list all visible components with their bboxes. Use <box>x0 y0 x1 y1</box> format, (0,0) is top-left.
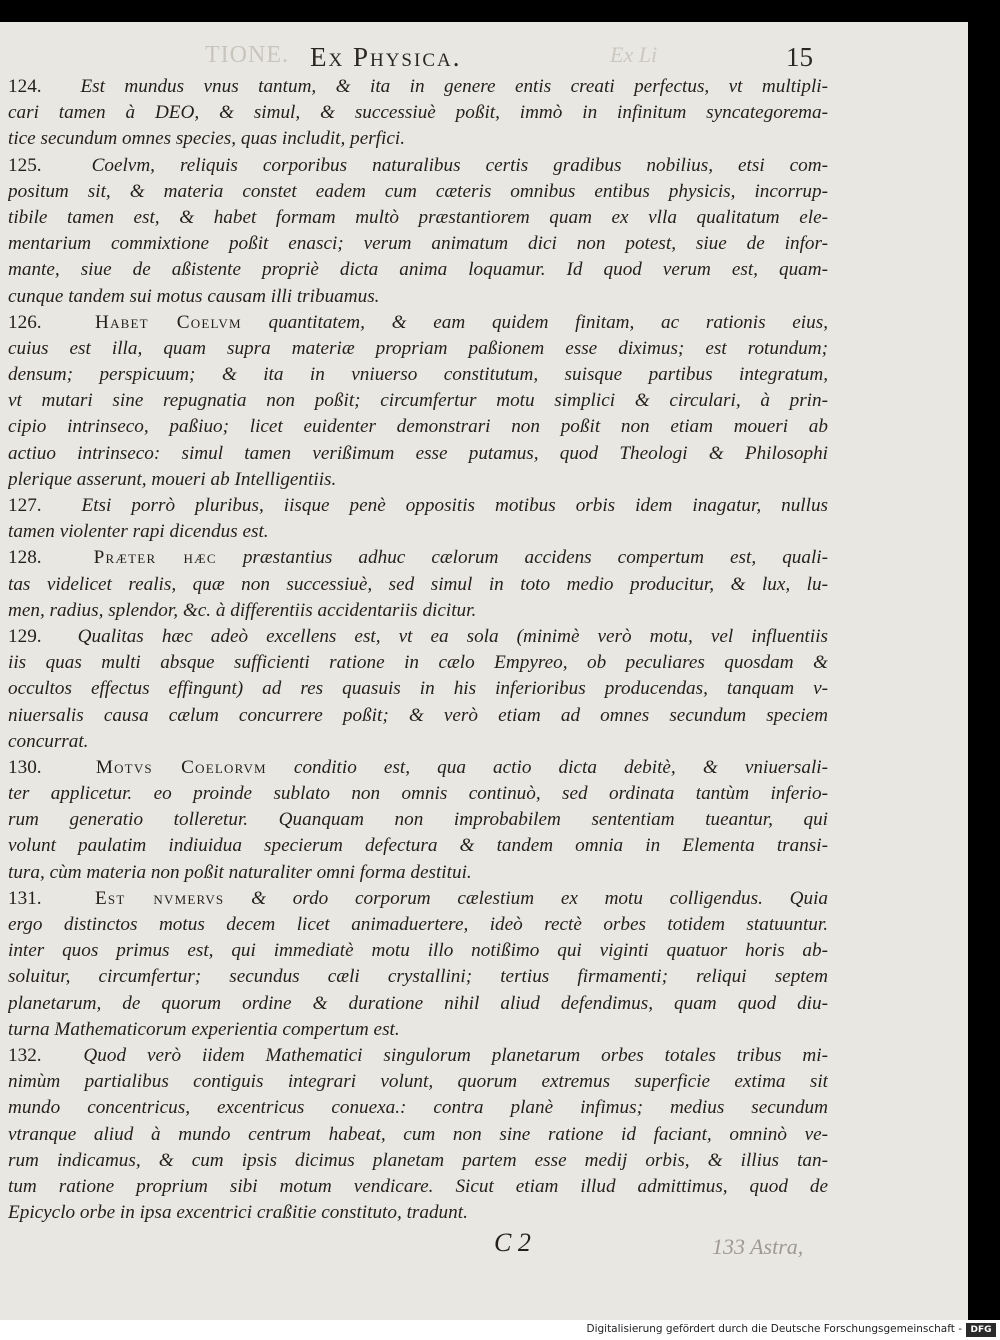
line-text: Epicyclo orbe in ipsa excentrici craßitie constituto, tradunt. <box>8 1202 468 1224</box>
text-line <box>8 388 828 414</box>
line-text: turna Mathematicorum experientia compertum est. <box>8 1018 400 1040</box>
text-line <box>8 991 828 1017</box>
line-text: inter quos primus est, qui immediatè motu illo notißimo qui viginti quatuor horis ab- <box>8 940 828 962</box>
line-text: reliquis corporibus naturalibus certis gradibus nobilius, etsi com- <box>179 154 828 176</box>
line-text: soluitur, circumfertur; secundus cæli crystallini; tertius firmamenti; reliqui septem <box>8 966 828 988</box>
running-title: Ex Physica. <box>310 42 462 72</box>
text-line <box>8 414 828 440</box>
line-text: conditio est, qua actio dicta debitè, & vniuersali- <box>293 756 828 778</box>
text-line <box>8 1174 828 1200</box>
paragraph-lead: Motvs Coelorvm <box>95 756 267 778</box>
paragraph-number: 130. <box>8 756 42 778</box>
text-line <box>8 441 828 467</box>
text-line <box>8 755 828 781</box>
line-text: cunque tandem sui motus causam illi tribuamus. <box>8 285 380 307</box>
text-line <box>8 860 828 886</box>
bleed-through-header-right: Ex Li <box>610 42 658 67</box>
text-line <box>8 205 828 231</box>
paragraph <box>8 886 828 1043</box>
line-text: verò iidem Mathematici singulorum planetarum orbes totales tribus mi- <box>146 1044 828 1066</box>
paragraph-lead: Est <box>80 76 105 97</box>
page-number: 15 <box>786 42 813 72</box>
book-page <box>0 22 968 1320</box>
text-line <box>8 964 828 990</box>
line-text: vtranque aliud à mundo centrum habeat, cum non sine ratione id faciant, omninò ve- <box>8 1123 828 1145</box>
signature-mark: C 2 <box>494 1228 531 1257</box>
line-text: ter applicetur. eo proinde sublato non omnis continuò, sed ordinata tantùm inferio- <box>8 783 828 805</box>
text-line <box>8 284 828 310</box>
line-text: mentarium commixtione poßit enasci; verum animatum dici non potest, siue de infor- <box>8 233 828 255</box>
paragraph <box>8 493 828 545</box>
line-text: quantitatem, & eam quidem finitam, ac rationis eius, <box>268 311 828 333</box>
paragraph-number: 127. <box>8 495 42 516</box>
text-line <box>8 493 828 519</box>
line-text: mante, siue de aßistente propriè dicta anima loquamur. Id quod verum est, quam- <box>8 259 828 281</box>
paragraph-lead: Habet Coelvm <box>95 311 242 333</box>
line-text: mundo concentricus, excentricus conuexa.: contra planè infimus; medius secundum <box>8 1097 828 1119</box>
text-line <box>8 938 828 964</box>
text-line <box>8 676 828 702</box>
text-line <box>8 100 828 126</box>
paragraph <box>8 153 828 310</box>
paragraph-number: 129. <box>8 625 42 647</box>
text-line <box>8 1069 828 1095</box>
line-text: tibile tamen est, & habet formam multò præstantiorem quam ex vlla qualitatum ele- <box>8 206 828 228</box>
line-text: porrò pluribus, iisque penè oppositis motibus orbis idem inagatur, nullus <box>131 495 828 516</box>
paragraph <box>8 1043 828 1226</box>
running-header <box>0 32 968 72</box>
line-text: men, radius, splendor, &c. à differentiis accidentariis dicitur. <box>8 599 477 621</box>
paragraph-lead: Præter hæc <box>93 547 217 569</box>
line-text: cari tamen à DEO, & simul, & successiuè poßit, immò in infinitum syncategorema- <box>8 102 828 124</box>
text-line <box>8 467 828 493</box>
text-line <box>8 1095 828 1121</box>
bleed-through-header: TIONE. <box>205 42 289 68</box>
text-line <box>8 1017 828 1043</box>
line-text: præstantius adhuc cælorum accidens compertum est, quali- <box>242 547 828 569</box>
line-text: rum generatio tolleretur. Quanquam non improbabilem sententiam tueantur, qui <box>8 809 828 831</box>
text-line <box>8 624 828 650</box>
text-line <box>8 1122 828 1148</box>
line-text: niuersalis causa cælum concurrere poßit; & verò etiam ad omnes secundum speciem <box>8 704 828 726</box>
paragraph <box>8 545 828 624</box>
line-text: densum; perspicuum; & ita in vniuerso constitutum, suisque partibus integratum, <box>8 364 828 386</box>
paragraph-number: 128. <box>8 547 42 569</box>
text-line <box>8 126 828 152</box>
text-line <box>8 310 828 336</box>
line-text: tum ratione proprium sibi motum vendicare. Sicut etiam illud admittimus, quod de <box>8 1175 828 1197</box>
text-line <box>8 231 828 257</box>
text-line <box>8 912 828 938</box>
text-line <box>8 179 828 205</box>
text-line <box>8 1043 828 1069</box>
paragraph-number: 132. <box>8 1044 42 1066</box>
line-text: vt mutari sine repugnatia non poßit; circumfertur motu simplici & circulari, à prin- <box>8 390 828 412</box>
text-line <box>8 1148 828 1174</box>
line-text: plerique asserunt, moueri ab Intelligentiis. <box>8 468 337 490</box>
paragraph <box>8 74 828 153</box>
paragraph-number: 125. <box>8 154 42 176</box>
line-text: cipio intrinseco, paßiuo; licet euidenter demonstrari non poßit non etiam moueri ab <box>8 416 828 438</box>
line-text: planetarum, de quorum ordine & duratione nihil aliud defendimus, quam quod diu- <box>8 992 828 1014</box>
paragraph <box>8 624 828 755</box>
text-line <box>8 545 828 571</box>
line-text: tura, cùm materia non poßit naturaliter omni forma destitui. <box>8 861 472 883</box>
text-line <box>8 153 828 179</box>
text-line <box>8 1200 828 1226</box>
text-line <box>8 257 828 283</box>
paragraph-lead: Qualitas <box>77 625 144 647</box>
text-line <box>8 703 828 729</box>
line-text: occultos effectus effingunt) ad res quasuis in his inferioribus producendas, tanquam v- <box>8 678 828 700</box>
text-line <box>8 729 828 755</box>
body-text <box>8 74 828 1226</box>
line-text: tas videlicet realis, quæ non successiuè, sed simul in toto medio producitur, & lux, lu- <box>8 573 828 595</box>
text-line <box>8 572 828 598</box>
dfg-logo: DFG <box>966 1323 996 1337</box>
paragraph-number: 124. <box>8 76 42 97</box>
text-line <box>8 650 828 676</box>
paragraph <box>8 310 828 493</box>
line-text: nimùm partialibus contiguis integrari volunt, quorum extremus superficie extima sit <box>8 1071 828 1093</box>
line-text: ergo distinctos motus decem licet animaduertere, ideò rectè orbes totidem statuuntur. <box>8 914 828 935</box>
text-line <box>8 886 828 912</box>
paragraph-lead: Est nvmervs <box>95 887 225 909</box>
text-line <box>8 781 828 807</box>
text-line <box>8 74 828 100</box>
line-text: volunt paulatim indiuidua specierum defectura & tandem omnia in Elementa transi- <box>8 835 828 857</box>
line-text: cuius est illa, quam supra materiæ propriam paßionem esse diximus; est rotundum; <box>8 337 828 359</box>
text-line <box>8 519 828 545</box>
paragraph-lead: Etsi <box>81 495 112 516</box>
text-line <box>8 598 828 624</box>
text-line <box>8 833 828 859</box>
text-line <box>8 807 828 833</box>
text-line <box>8 336 828 362</box>
line-text: actiuo intrinseco: simul tamen verißimum esse putamus, quod Theologi & Philosophi <box>8 442 828 464</box>
catchword: 133 Astra, <box>712 1234 804 1259</box>
line-text: hæc adeò excellens est, vt ea sola (minimè verò motu, vel influentiis <box>161 625 828 647</box>
line-text: & ordo corporum cælestium ex motu colligendus. Quia <box>251 887 828 909</box>
line-text: positum sit, & materia constet eadem cum cæteris omnibus entibus physicis, incorrup- <box>8 180 828 202</box>
text-line <box>8 362 828 388</box>
funding-notice: Digitalisierung gefördert durch die Deutsche Forschungsgemeinschaft - <box>586 1323 962 1335</box>
line-text: mundus vnus tantum, & ita in genere entis creati perfectus, vt multipli- <box>124 76 828 97</box>
line-text: concurrat. <box>8 730 89 752</box>
paragraph <box>8 755 828 886</box>
line-text: tice secundum omnes species, quas includit, perfici. <box>8 128 405 150</box>
line-text: rum indicamus, & cum ipsis dicimus planetam partem esse medij orbis, & illius tan- <box>8 1149 828 1171</box>
paragraph-number: 126. <box>8 311 42 333</box>
paragraph-number: 131. <box>8 887 42 909</box>
digitization-footer <box>0 1320 1000 1340</box>
line-text: tamen violenter rapi dicendus est. <box>8 521 269 543</box>
paragraph-lead: Coelvm, <box>91 154 155 176</box>
line-text: iis quas multi absque sufficienti ratione in cælo Empyreo, ob peculiares quosdam & <box>8 652 828 674</box>
paragraph-lead: Quod <box>83 1044 127 1066</box>
